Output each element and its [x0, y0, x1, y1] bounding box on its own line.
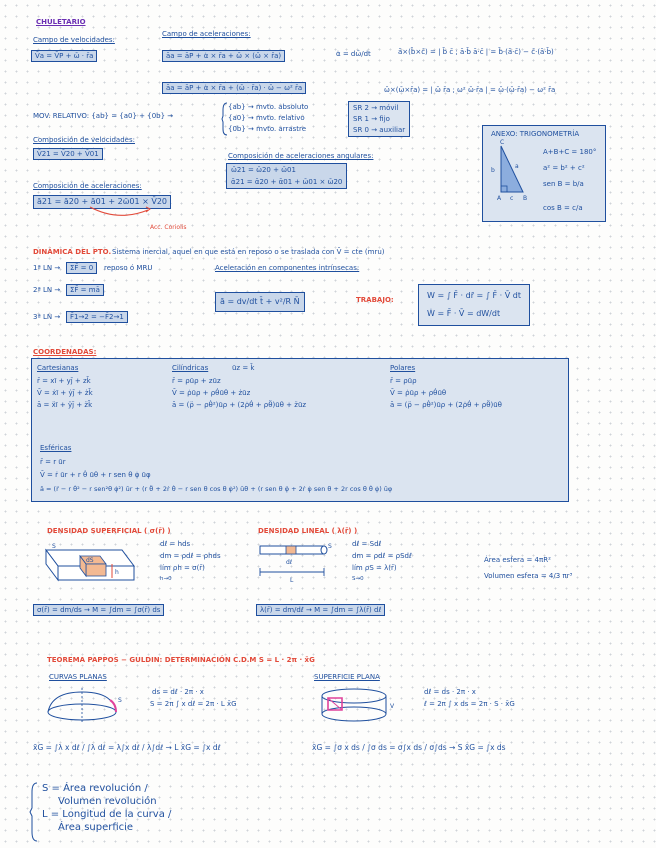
side-c: c — [510, 195, 514, 202]
page-title: CHULETARIO — [36, 18, 86, 26]
surface-label-ds: dS — [86, 557, 94, 564]
surface-line-4: h→0 — [160, 576, 172, 582]
vertex-b: B — [523, 195, 528, 202]
law-1-label: 1ª LN → — [33, 264, 61, 272]
linear-label-s: S — [328, 543, 332, 550]
law-2-formula: ΣF̄ = mā — [66, 284, 104, 296]
surface-plane-line-1: dℓ = ds · 2π · x — [424, 688, 476, 696]
spherical-acceleration: ā = (r̈ − r θ̇² − r sen²θ φ̇²) ūr + (r θ̈ + 2ṙ θ̇ − r sen θ cos θ φ̇²) ūθ + (r sen θ φ̈ + 2ṙ φ̇ sen θ + 2r cos θ θ̇ φ̇) ūφ — [40, 485, 393, 493]
acc-field-formula-1: āa = āP + α̇ × r̄a + ω̄ × (ω̄ × r̄a) — [162, 50, 285, 62]
surface-line-2: dm = ρdℓ = ρhds — [160, 552, 221, 560]
legend-s-line-1: S = Área revolución / — [42, 783, 148, 794]
polar-acceleration: ā = (ρ̈ − ρθ̇²)ūρ + (2ρ̇θ̇ + ρθ̈)ūθ — [390, 401, 502, 409]
surface-density-diagram — [34, 540, 138, 598]
law-3-label: 3ª LN → — [33, 313, 61, 321]
vertex-c: C — [500, 139, 505, 146]
work-box — [418, 284, 530, 326]
curve-revolution-diagram — [42, 686, 128, 726]
curves-title: CURVAS PLANAS — [49, 673, 107, 681]
trig-sine: sen B = b/a — [543, 180, 584, 188]
system-fixed: SR 1 → fijo — [353, 115, 390, 123]
cartesian-acceleration: ā = ẍī + ÿj̄ + z̈k̄ — [37, 401, 93, 409]
trig-cosine: cos B = c/a — [543, 204, 583, 212]
spherical-title: Esféricas — [40, 444, 72, 452]
system-mobile: SR 2 → móvil — [353, 104, 399, 112]
linear-density-diagram — [258, 540, 338, 582]
vel-composition-label: Composición de velocidades: — [33, 136, 135, 144]
intrinsic-acc-label: Aceleración en componentes intrínsecas: — [215, 264, 360, 272]
coriolis-arrow — [88, 206, 168, 222]
polar-title: Polares — [390, 364, 416, 372]
sphere-area: Área esfera = 4πR² — [484, 556, 551, 564]
acc-field-formula-2: āa = āP + α̇ × r̄a + (ω̄ · r̄a) · ω̄ − ω² r̄a — [162, 82, 306, 94]
linear-density-formula: λ(r̄) = dm/dℓ → M = ∫dm = ∫λ(r̄) dℓ — [256, 604, 385, 616]
omega-product-identity: ω̄×(ω̄×r̄a) = | ω̄ r̄a ; ω² ω̄·r̄a | = ω̄·(ω̄·r̄a) − ω² r̄a — [384, 86, 556, 94]
coordinates-panel — [31, 358, 569, 502]
legend-brace — [30, 782, 38, 842]
coordinates-title: COORDENADAS: — [33, 348, 97, 356]
motion-type-absolute: {ab} → mvto. absoluto — [228, 103, 309, 111]
surface-label-v: V — [390, 703, 395, 710]
angular-acc-composition: ᾱ21 = ᾱ20 + ᾱ01 + ω̄01 × ω̄20 — [231, 178, 343, 186]
xg-curve-formula: x̄G = ∫λ x dℓ / ∫λ dℓ = λ∫x dℓ / λ∫dℓ → L x̄G = ∫x dℓ — [33, 743, 221, 752]
surface-label-h: h — [115, 569, 119, 576]
linear-line-1: dℓ = Sdℓ — [352, 540, 382, 548]
inertial-system-definition: Sistema inercial, aquel en que está en reposo o se traslada con V̄ = cte (mru) — [112, 248, 385, 256]
angular-acc-box — [226, 163, 347, 189]
system-auxiliary: SR 0 → auxiliar — [353, 126, 406, 134]
surface-line-3: lím ρh = σ(r̄) — [160, 564, 205, 572]
coriolis-label: Acc. Coriolis — [150, 224, 187, 231]
side-b: b — [491, 167, 495, 174]
surface-line-1: dℓ = hds — [160, 540, 191, 548]
cylindrical-position: r̄ = ρūρ + zūz — [172, 377, 221, 385]
power-formula: Ẇ = F̄ · V̄ = dW/dt — [427, 309, 501, 318]
triple-product-identity: ā×(b̄×c̄) = | b̄ c̄ ; ā·b̄ ā·c̄ | = b̄·(ā·c̄) − c̄·(ā·b̄) — [398, 48, 554, 56]
surface-label-s: S — [52, 543, 56, 550]
cartesian-position: r̄ = xī + yj̄ + zk̄ — [37, 377, 91, 385]
alpha-definition: α̇ = dω̄/dt — [336, 50, 371, 58]
linear-line-4: S→0 — [352, 576, 364, 582]
dynamics-title: DINÁMICA DEL PTO. — [33, 248, 112, 256]
work-label: TRABAJO: — [356, 296, 394, 304]
intrinsic-acc-formula: ā = dv/dt t̄ + v²/R N̄ — [215, 292, 305, 312]
trig-annex-box — [482, 125, 606, 222]
curve-label-s: S — [118, 697, 122, 704]
cylindrical-velocity: V̄ = ρ̇ūρ + ρθ̇ūθ + żūz — [172, 389, 251, 397]
linear-label-l: L — [290, 577, 294, 584]
surface-density-formula: σ(r̄) = dm/ds → M = ∫dm = ∫σ(r̄) ds — [33, 604, 164, 616]
vel-field-formula: V̄a = V̄P + ω̄ · r̄a — [31, 50, 97, 62]
acc-composition-label: Composición de aceleraciones: — [33, 182, 142, 190]
vel-composition-formula: V̄21 = V̄20 + V̄01 — [33, 148, 103, 160]
motion-type-relative: {a0} → mvto. relativo — [228, 114, 305, 122]
vertex-a: A — [497, 195, 502, 202]
cylindrical-acceleration: ā = (ρ̈ − ρθ̇²)ūρ + (2ρ̇θ̇ + ρθ̈)ūθ + z̈ūz — [172, 401, 307, 409]
side-a: a — [515, 163, 519, 170]
linear-line-3: lím ρS = λ(r̄) — [352, 564, 397, 572]
acc-composition-formula: ā21 = ā20 + ā01 + 2ω̄01 × V̄20 — [33, 195, 171, 209]
work-formula: W = ∫ F̄ · dr̄ = ∫ F̄ · V̄ dt — [427, 291, 521, 300]
acc-field-label: Campo de aceleraciones: — [162, 30, 251, 38]
trig-pythagoras: a² = b² + c² — [543, 164, 585, 172]
legend-s-line-2: Volumen revolución — [58, 796, 157, 807]
right-triangle-diagram — [487, 140, 535, 202]
surface-density-title: DENSIDAD SUPERFICIAL ( σ(r̄) ) — [47, 527, 171, 535]
law-2-label: 2ª LN → — [33, 286, 61, 294]
law-1-formula: ΣF̄ = 0 — [66, 262, 97, 274]
xg-surface-formula: x̄G = ∫σ x ds / ∫σ ds = σ∫x ds / σ∫ds → S x̄G = ∫x ds — [312, 743, 506, 752]
curves-line-1: ds = dℓ · 2π · x — [152, 688, 204, 696]
relative-motion: MOV. RELATIVO: {ab} = {a0} + {0b} → — [33, 112, 174, 120]
linear-line-2: dm = ρdℓ = ρSdℓ — [352, 552, 412, 560]
linear-density-title: DENSIDAD LINEAL ( λ(r̄) ) — [258, 527, 358, 535]
surface-plane-title: SUPERFICIE PLANA — [314, 673, 380, 681]
pappus-title: TEOREMA PAPPOS − GULDIN: DETERMINACIÓN C.D.M S = L · 2π · x̄G — [47, 656, 315, 664]
spherical-position: r̄ = r ūr — [40, 458, 66, 466]
legend-l-line-2: Área superficie — [58, 822, 134, 833]
curves-line-2: S = 2π ∫ x dℓ = 2π · L x̄G — [150, 700, 237, 708]
linear-label-dl: dℓ — [286, 559, 293, 566]
law-1-note: reposo ó MRU — [104, 264, 153, 272]
law-3-formula: F̄1→2 = −F̄2→1 — [66, 311, 128, 323]
sphere-volume: Volumen esfera = 4/3 πr³ — [484, 572, 573, 580]
surface-plane-line-2: ℓ = 2π ∫ x ds = 2π · S · x̄G — [424, 700, 515, 708]
pappus-legend — [42, 782, 171, 834]
cylindrical-note: ūz = k̄ — [232, 364, 255, 372]
vel-field-label: Campo de velocidades: — [33, 36, 115, 44]
polar-velocity: V̄ = ρ̇ūρ + ρθ̇ūθ — [390, 389, 447, 397]
trig-title: ANEXO: TRIGONOMETRÍA — [491, 130, 580, 138]
reference-systems-box — [348, 101, 410, 137]
angular-acc-label: Composición de aceleraciones angulares: — [228, 152, 374, 160]
motion-type-drag: {0b} → mvto. arrastre — [228, 125, 307, 133]
cylindrical-title: Cilíndricas — [172, 364, 209, 372]
polar-position: r̄ = ρūρ — [390, 377, 417, 385]
legend-l-line-1: L = Longitud de la curva / — [42, 809, 172, 820]
angular-velocity-composition: ω̄21 = ω̄20 + ω̄01 — [231, 166, 296, 174]
cartesian-velocity: V̄ = ẋī + ẏj̄ + żk̄ — [37, 389, 93, 397]
surface-revolution-diagram — [316, 686, 398, 726]
cartesian-title: Cartesianas — [37, 364, 79, 372]
trig-angle-sum: A+B+C = 180° — [543, 148, 597, 156]
spherical-velocity: V̄ = ṙ ūr + r θ̇ ūθ + r sen θ φ̇ ūφ — [40, 471, 151, 479]
